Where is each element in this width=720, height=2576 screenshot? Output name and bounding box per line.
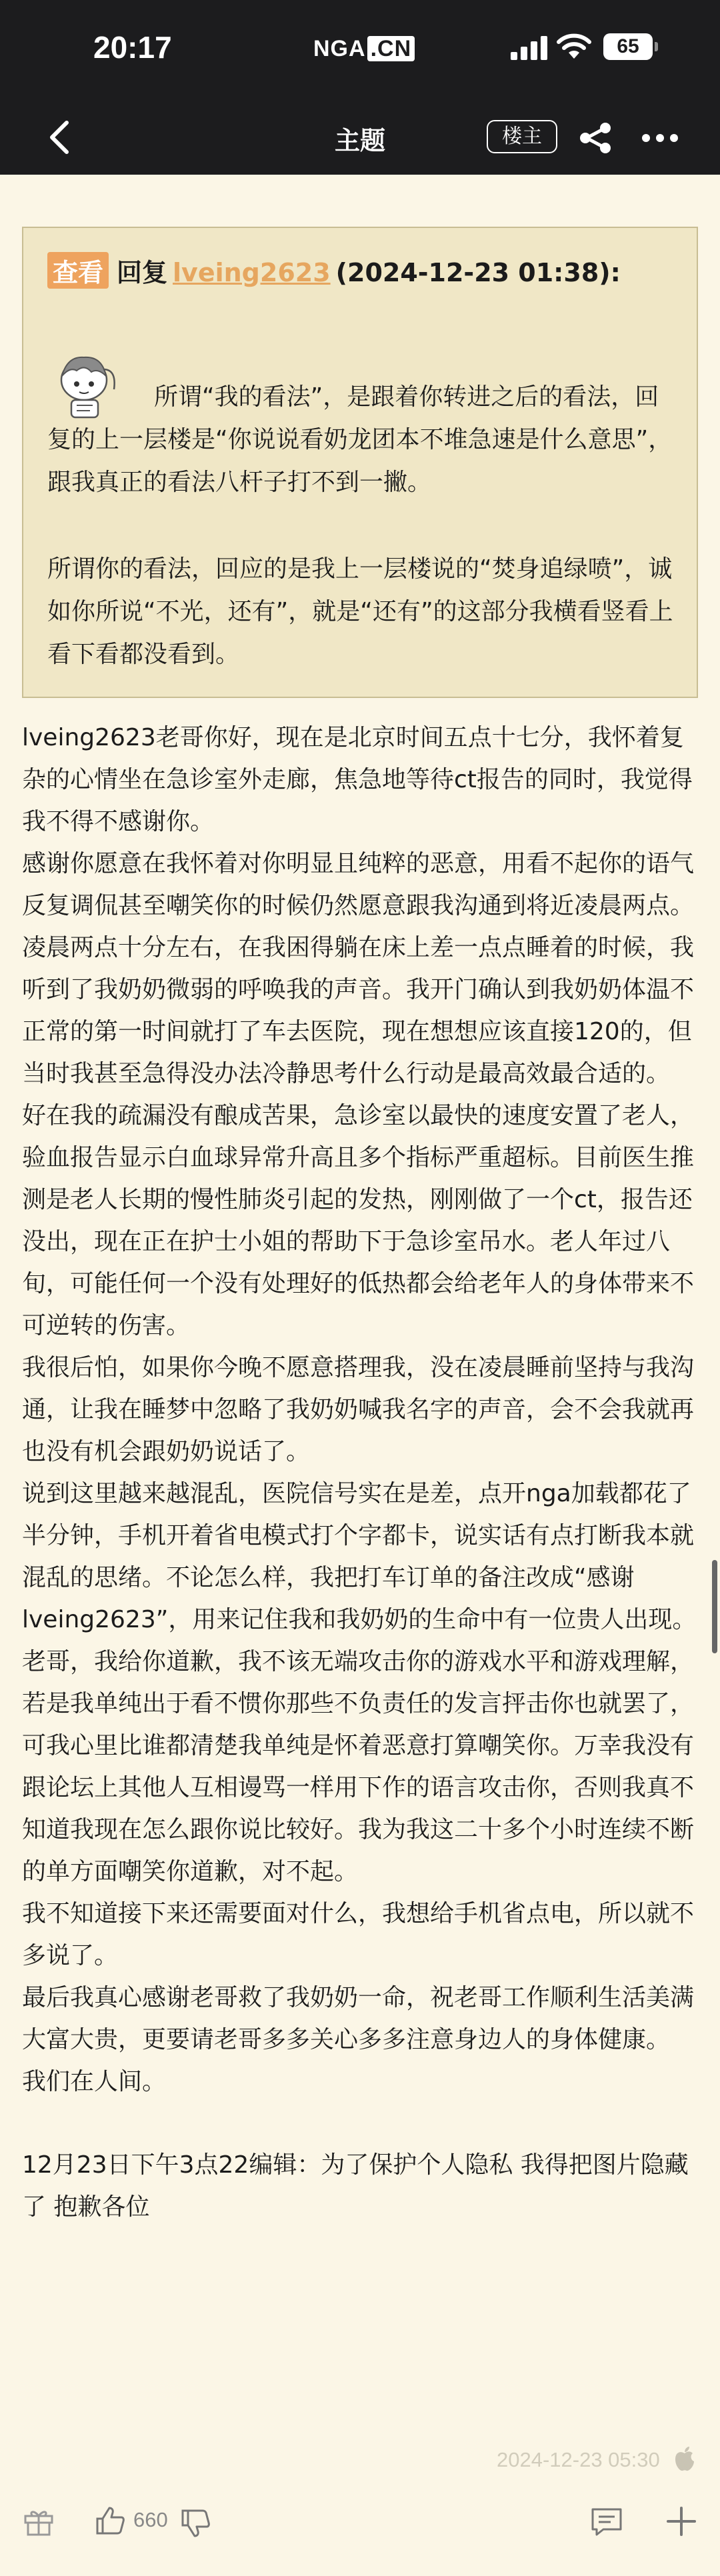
battery-indicator: 65 — [603, 33, 653, 60]
post-paragraph: 凌晨两点十分左右，在我困得躺在床上差一点点睡着的时候，我听到了我奶奶微弱的呼唤我的声音。我开门确认到我奶奶体温不正常的第一时间就打了车去医院，现在想想应该直接120的，但当时我甚至急得没办法冷静思考什么行动是最高效最合适的。 — [22, 934, 695, 1087]
status-bar — [0, 0, 720, 100]
post-action-bar — [0, 2487, 720, 2576]
post-paragraph: 说到这里越来越混乱，医院信号实在是差，点开nga加载都花了半分钟，手机开着省电模式打个字都卡，说实话有点打断我本就混乱的思绪。不论怎么样，我把打车订单的备注改成“感谢lveing2623”，用来记住我和我奶奶的生命中有一位贵人出现。 — [22, 1480, 697, 1633]
status-app-name: NGA — [313, 36, 366, 61]
view-quote-button[interactable]: 查看 — [47, 252, 109, 289]
post-edit-note: 12月23日下午3点22编辑：为了保护个人隐私 我得把图片隐藏了 抱歉各位 — [22, 2151, 689, 2221]
more-dots-icon[interactable] — [641, 133, 679, 143]
post-paragraph: 感谢你愿意在我怀着对你明显且纯粹的恶意，用看不起你的语气反复调侃甚至嘲笑你的时候仍然愿意跟我沟通到将近凌晨两点。 — [22, 850, 695, 919]
post-paragraph: 最后我真心感谢老哥救了我奶奶一命，祝老哥工作顺利生活美满大富大贵，更要请老哥多多关心多多注意身边人的身体健康。 — [22, 1984, 695, 2053]
quote-paragraph-1: 所谓“我的看法”，是跟着你转进之后的看法，回复的上一层楼是“你说说看奶龙团本不堆急速是什么意思”，跟我真正的看法八杆子打不到一撇。 — [47, 383, 673, 496]
page-title: 主题 — [334, 126, 385, 155]
quote-paragraph-2: 所谓你的看法，回应的是我上一层楼说的“焚身追绿喷”，诚如你所说“不光，还有”，就是“还有”的这部分我横看竖看上看下看都没看到。 — [47, 555, 673, 668]
post-paragraph: 我们在人间。 — [22, 2068, 167, 2095]
post-timestamp: 2024-12-23 05:30 — [497, 2448, 660, 2471]
wifi-icon — [556, 32, 592, 60]
nav-bar — [0, 100, 720, 175]
plus-icon[interactable] — [664, 2504, 699, 2539]
owner-only-button[interactable]: 楼主 — [487, 120, 557, 153]
thumbs-up-icon[interactable] — [93, 2504, 127, 2537]
status-app-label — [313, 36, 415, 62]
scrollbar[interactable] — [712, 1560, 717, 1653]
gift-icon[interactable] — [22, 2504, 55, 2537]
status-app-domain: .CN — [367, 36, 415, 61]
post-paragraph: 好在我的疏漏没有酿成苦果，急诊室以最快的速度安置了老人，验血报告显示白血球异常升高且多个指标严重超标。目前医生推测是老人长期的慢性肺炎引起的发热，刚刚做了一个ct，报告还没出，现在正在护士小姐的帮助下于急诊室吊水。老人年过八旬，可能任何一个没有处理好的低热都会给老年人的身体带来不可逆转的伤害。 — [22, 1102, 695, 1339]
post-body — [22, 717, 698, 2228]
quote-time: (2024-12-23 01:38): — [335, 258, 621, 287]
apple-icon — [673, 2445, 696, 2472]
post-paragraph: 我不知道接下来还需要面对什么，我想给手机省点电，所以就不多说了。 — [22, 1900, 695, 1969]
comment-icon[interactable] — [590, 2507, 623, 2537]
thumbs-down-icon[interactable] — [179, 2507, 212, 2540]
post-paragraph: 老哥，我给你道歉，我不该无端攻击你的游戏水平和游戏理解，若是我单纯出于看不惯你那些不负责任的发言抨击你也就罢了，可我心里比谁都清楚我单纯是怀着恶意打算嘲笑你。万幸我没有跟论坛上其他人互相谩骂一样用下作的语言攻击你，否则我真不知道我现在怎么跟你说比较好。我为我这二十多个小时连续不断的单方面嘲笑你道歉，对不起。 — [22, 1648, 695, 1885]
like-count: 660 — [133, 2508, 168, 2531]
signal-icon — [511, 36, 548, 60]
status-time: 20:17 — [93, 30, 172, 65]
quote-header — [47, 252, 621, 289]
reply-word: 回复 — [117, 258, 168, 287]
share-icon[interactable] — [579, 123, 612, 153]
post-paragraph: lveing2623老哥你好，现在是北京时间五点十七分，我怀着复杂的心情坐在急诊室外走廊，焦急地等待ct报告的同时，我觉得我不得不感谢你。 — [22, 724, 693, 835]
post-paragraph: 我很后怕，如果你今晚不愿意搭理我，没在凌晨睡前坚持与我沟通，让我在睡梦中忽略了我奶奶喊我名字的声音，会不会我就再也没有机会跟奶奶说话了。 — [22, 1354, 695, 1465]
quote-author-link[interactable]: lveing2623 — [173, 258, 331, 287]
quote-block — [22, 227, 698, 698]
